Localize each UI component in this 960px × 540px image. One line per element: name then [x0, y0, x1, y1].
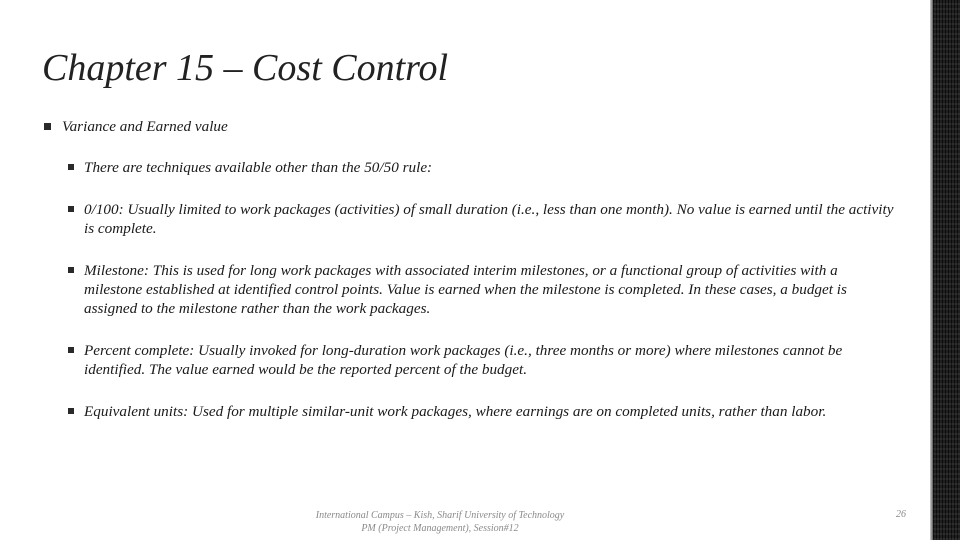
- sub-bullet-text: Percent complete: Usually invoked for long-duration work packages (i.e., three months or more) where milestones cannot be identified. The value earned would be the reported percent of the budget.: [84, 342, 843, 378]
- sub-bullet-text: Equivalent units: Used for multiple similar-unit work packages, where earnings are on completed units, rather than labor.: [84, 403, 827, 420]
- square-bullet-icon: [44, 123, 51, 130]
- square-bullet-icon: [68, 206, 74, 212]
- sub-bullet-item: [68, 158, 904, 177]
- sub-bullet-text: There are techniques available other than the 50/50 rule:: [84, 159, 433, 176]
- slide-content: [44, 117, 904, 444]
- slide-title: Chapter 15 – Cost Control: [42, 47, 449, 89]
- decorative-border-strip: [933, 0, 960, 540]
- slide-footer: [270, 509, 610, 535]
- sub-bullet-text: 0/100: Usually limited to work packages (activities) of small duration (i.e., less than one month). No value is earned until the activity is complete.: [84, 201, 894, 237]
- sub-bullet-text: Milestone: This is used for long work packages with associated interim milestones, or a functional group of activities with a milestone established at identified control points. Value is earned when the milestone is completed. In these cases, a budget is assigned to the milestone rather than the work packages.: [84, 262, 847, 317]
- sub-bullet-item: [68, 402, 904, 421]
- sub-bullet-item: [68, 341, 904, 379]
- square-bullet-icon: [68, 408, 74, 414]
- page-number: 26: [896, 509, 906, 520]
- square-bullet-icon: [68, 347, 74, 353]
- main-bullet-item: [44, 117, 904, 136]
- square-bullet-icon: [68, 164, 74, 170]
- main-bullet-text: Variance and Earned value: [62, 118, 228, 135]
- footer-line-2: PM (Project Management), Session#12: [361, 523, 519, 534]
- footer-line-1: International Campus – Kish, Sharif University of Technology: [315, 510, 565, 521]
- sub-bullet-item: [68, 261, 904, 318]
- square-bullet-icon: [68, 267, 74, 273]
- sub-bullet-item: [68, 200, 904, 238]
